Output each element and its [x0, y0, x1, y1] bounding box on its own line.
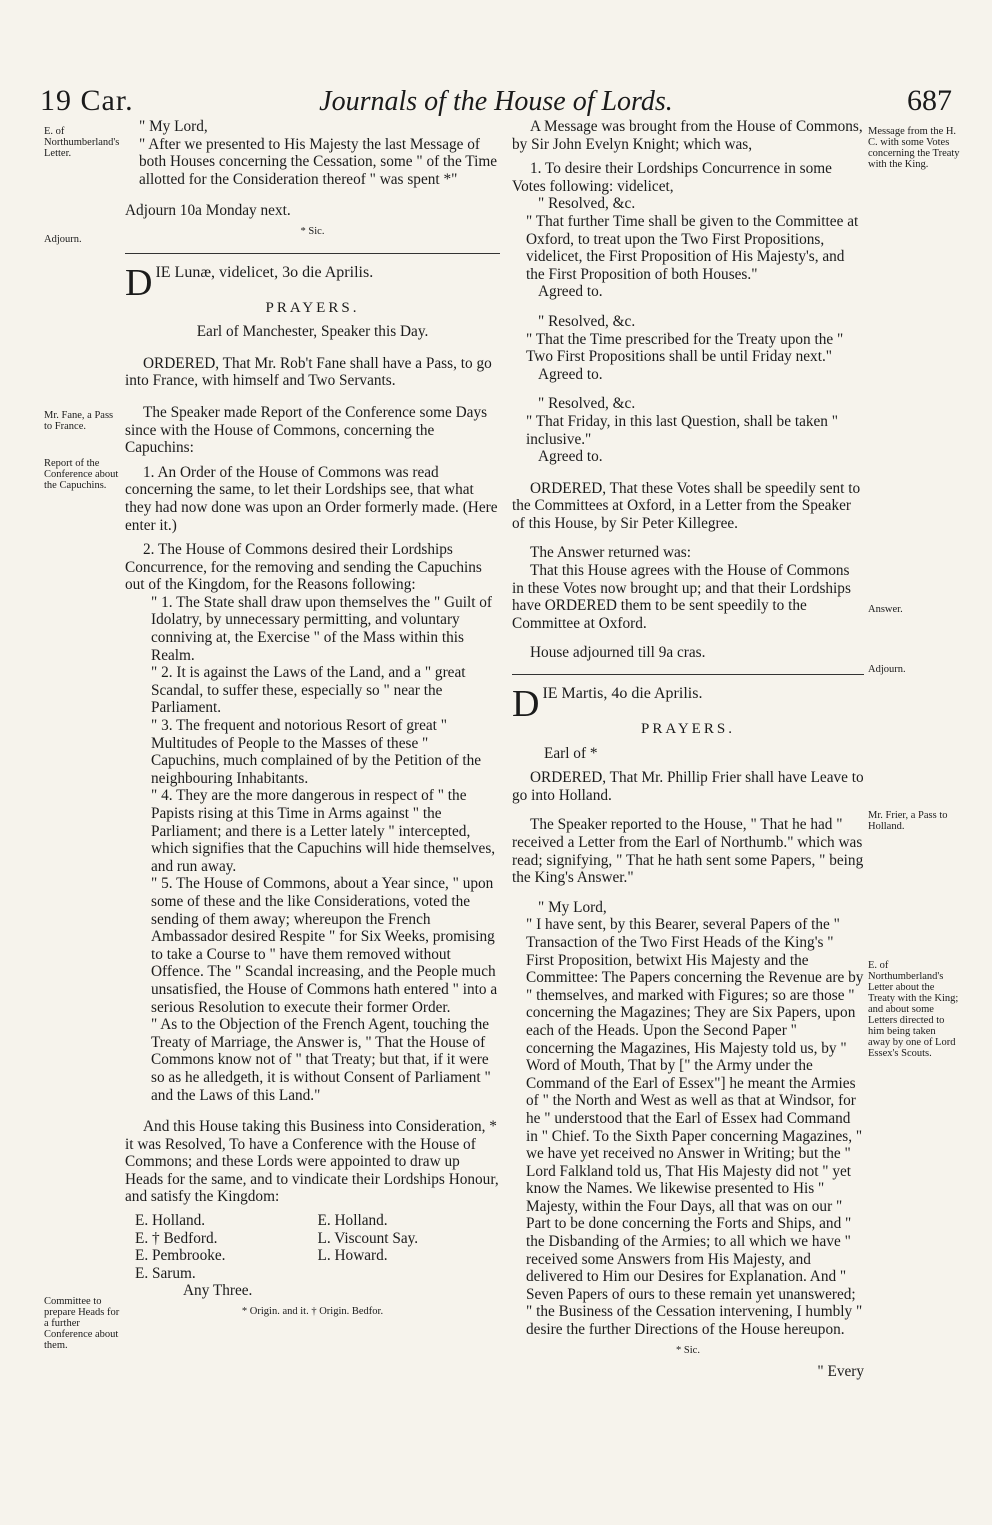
lord-name: L. Howard.	[317, 1247, 388, 1265]
lord-name: E. Sarum.	[135, 1264, 196, 1282]
margin-note-adjourn: Adjourn.	[44, 234, 82, 245]
adjourn-entry: Adjourn 10a Monday next.	[125, 202, 291, 220]
margin-note-fane-pass: Mr. Fane, a Pass to France.	[44, 410, 114, 432]
speaker-report: The Speaker reported to the House, " That he had " received a Letter from the Earl of Northumb." which was read; signifying, " That he hath sent some Papers, " being the King's Answer."	[512, 816, 864, 887]
lord-name	[318, 1265, 501, 1283]
footnote: * Origin. and it. † Origin. Bedfor.	[241, 1306, 384, 1318]
letter-body: " After we presented to His Majesty the last Message of both Houses concerning the Cessation, some " of the Time allotted for the Consideration thereof " was spent *"	[139, 135, 498, 188]
catchword: " Every	[817, 1363, 864, 1381]
vote-3: " That Friday, in this last Question, shall be taken " inclusive."	[526, 412, 839, 448]
die-heading-text: IE Lunæ, videlicet, 3o die Aprilis.	[155, 263, 374, 281]
margin-note-adjourn-right: Adjourn.	[868, 664, 906, 675]
answer-intro: The Answer returned was:	[530, 544, 691, 562]
ordered-votes: ORDERED, That these Votes shall be speedily sent to the Committees at Oxford, in a Letter from the Speaker of this House, by Sir Peter Killegree.	[512, 479, 861, 532]
resolved-2: " Resolved, &c.	[538, 312, 636, 330]
page-number: 687	[907, 84, 952, 117]
desire-concurrence: 1. To desire their Lordships Concurrence in some Votes following: videlicet,	[512, 160, 832, 195]
lord-name: E. Holland.	[135, 1212, 206, 1230]
sic-note: * Sic.	[300, 225, 325, 237]
prayers-heading: PRAYERS.	[265, 299, 360, 316]
margin-note-answer: Answer.	[868, 604, 903, 615]
earl-of-line: Earl of *	[544, 744, 598, 762]
agreed-1: Agreed to.	[538, 283, 603, 301]
reason-5: " 5. The House of Commons, about a Year since, " upon some of these and the like Considerations, voted the sending of them away; whereupon the French Ambassador desired Respite " for Six Weeks, promising to take a Course to " have them removed without Offence. The " Scandal increasing, and the People much unsatisfied, the House of Commons hath entered " into a serious Resolution to execute their former Order.	[151, 875, 498, 1016]
any-three: Any Three.	[183, 1282, 253, 1300]
running-title: Journals of the House of Lords.	[319, 86, 673, 117]
section-rule	[125, 253, 500, 254]
die-heading-text: IE Martis, 4o die Aprilis.	[542, 685, 703, 703]
section-rule	[512, 674, 864, 675]
prayers-heading: PRAYERS.	[641, 721, 735, 738]
vote-2: " That the Time prescribed for the Treaty upon the " Two First Propositions shall be until Friday next."	[526, 330, 844, 366]
regnal-year: 19 Car.	[40, 84, 134, 117]
letter-body: " I have sent, by this Bearer, several Papers of the " Transaction of the Two First Heads of the King's " First Proposition, betwixt His Majesty and the Committee: The Papers concerning the Revenue are by " themselves, and marked with Figures; so are those " concerning the Magazines; They are Six Papers, upon each of the Heads. Upon the Second Paper " concerning the Magazines, His Majesty told us, by " Word of Mouth, That by [" the Army under the Command of the Earl of Essex"] he meant the Armies of " the North and West as well as that at Windsor, for he " understood that the Earl of Essex had Command in " Chief. To the Sixth Paper concerning Magazines, " we have yet received no Answer in Writing; but the " Lord Falkland told us, That His Majesty did not " yet know the Names. We likewise presented to His " Majesty, within the Four Days, all that was on our " Part to be done concerning the Forts and Ships, and " the Disbanding of the Armies; to all which we have " received some Answers from His Majesty, and delivered to Him our Desires for Explanation. And " Seven Papers of ours to these remain yet unanswered; " the Business of the Cessation intervening, I humbly " desire the further Directions of the House hereupon.	[526, 916, 864, 1339]
reason-2: " 2. It is against the Laws of the Land, and a " great Scandal, to suffer these, especially so " near the Parliament.	[151, 664, 466, 717]
vote-1: " That further Time shall be given to the Committee at Oxford, to treat upon the Two First Propositions, videlicet, the First Proposition of His Majesty's, and the First Proposition of both Houses."	[526, 212, 859, 283]
resolved-3: " Resolved, &c.	[538, 395, 636, 413]
lord-name: L. Viscount Say.	[317, 1229, 419, 1247]
house-adjourned: House adjourned till 9a cras.	[530, 644, 706, 662]
agreed-3: Agreed to.	[538, 448, 603, 466]
report-item-2: 2. The House of Commons desired their Lordships Concurrence, for the removing and sending the Capuchins out of the Kingdom, for the Reasons following:	[125, 541, 482, 594]
margin-note-northumberland-letter: E. of Northumberland's Letter.	[44, 126, 120, 159]
reason-1: " 1. The State shall draw upon themselves the " Guilt of Idolatry, by unnecessary permitting, and voluntary conniving at, the Exercise " of the Mass within this Realm.	[151, 593, 493, 664]
lord-name: E. Holland.	[317, 1212, 388, 1230]
agreed-2: Agreed to.	[538, 365, 603, 383]
lord-name: E. † Bedford.	[135, 1229, 218, 1247]
die-heading	[125, 261, 500, 304]
lord-name: E. Pembrooke.	[135, 1247, 226, 1265]
drop-cap: D	[125, 261, 153, 304]
report-item-1: 1. An Order of the House of Commons was read concerning the same, to let their Lordships see, that what they had now done was upon an Order formerly made. (Here enter it.)	[125, 463, 498, 534]
reason-4: " 4. They are the more dangerous in respect of " the Papists rising at this Time in Arms against " the Parliament; and there is a Letter lately " intercepted, which signifies that the Capuchins will hide themselves, and run away.	[151, 787, 496, 875]
resolution: And this House taking this Business into Consideration, * it was Resolved, To have a Conference with the House of Commons; and these Lords were appointed to draw up Heads for the same, and to vindicate their Lordships Honour, and satisfy the Kingdom:	[125, 1118, 499, 1206]
margin-note-capuchins-report: Report of the Conference about the Capuchins.	[44, 458, 119, 491]
letter-salutation: " My Lord,	[139, 118, 208, 135]
drop-cap: D	[512, 683, 540, 726]
right-column	[512, 118, 864, 1381]
sic-note: * Sic.	[676, 1344, 700, 1356]
message-intro: A Message was brought from the House of Commons, by Sir John Evelyn Knight; which was,	[512, 118, 863, 153]
left-column	[125, 118, 500, 1321]
margin-note-northumberland-treaty: E. of Northumberland's Letter about the Treaty with the King; and about some Letters directed to him being taken away by one of Lord Essex's Scouts.	[868, 960, 959, 1059]
margin-note-message-commons: Message from the H. C. with some Votes concerning the Treaty with the King.	[868, 126, 960, 170]
ordered-frier: ORDERED, That Mr. Phillip Frier shall have Leave to go into Holland.	[512, 769, 864, 804]
die-heading	[512, 683, 864, 726]
answer-text: That this House agrees with the House of Commons in these Votes now brought up; and that their Lordships have ORDERED them to be sent speedily to the Committee at Oxford.	[512, 562, 851, 632]
margin-note-committee: Committee to prepare Heads for a further Conference about them.	[44, 1296, 120, 1351]
ordered-fane: ORDERED, That Mr. Rob't Fane shall have a Pass, to go into France, with himself and Two Servants.	[125, 354, 492, 390]
lords-list	[125, 1212, 500, 1282]
letter-salutation: " My Lord,	[538, 898, 607, 916]
reason-3: " 3. The frequent and notorious Resort of great " Multitudes of People to the Masses of these " Capuchins, much complained of by the Petition of the neighbouring Inhabitants.	[151, 717, 482, 787]
reason-french-agent: " As to the Objection of the French Agent, touching the Treaty of Marriage, the Answer is, " That the House of Commons know not of " that Treaty; but that, if it were so as he alledgeth, it is without Consent of Parliament " and the Laws of this Land."	[151, 1016, 491, 1104]
margin-note-frier-pass: Mr. Frier, a Pass to Holland.	[868, 810, 948, 832]
resolved-1: " Resolved, &c.	[538, 195, 636, 213]
speaker-line: Earl of Manchester, Speaker this Day.	[196, 323, 429, 341]
report-intro: The Speaker made Report of the Conference some Days since with the House of Commons, concerning the Capuchins:	[125, 403, 488, 457]
